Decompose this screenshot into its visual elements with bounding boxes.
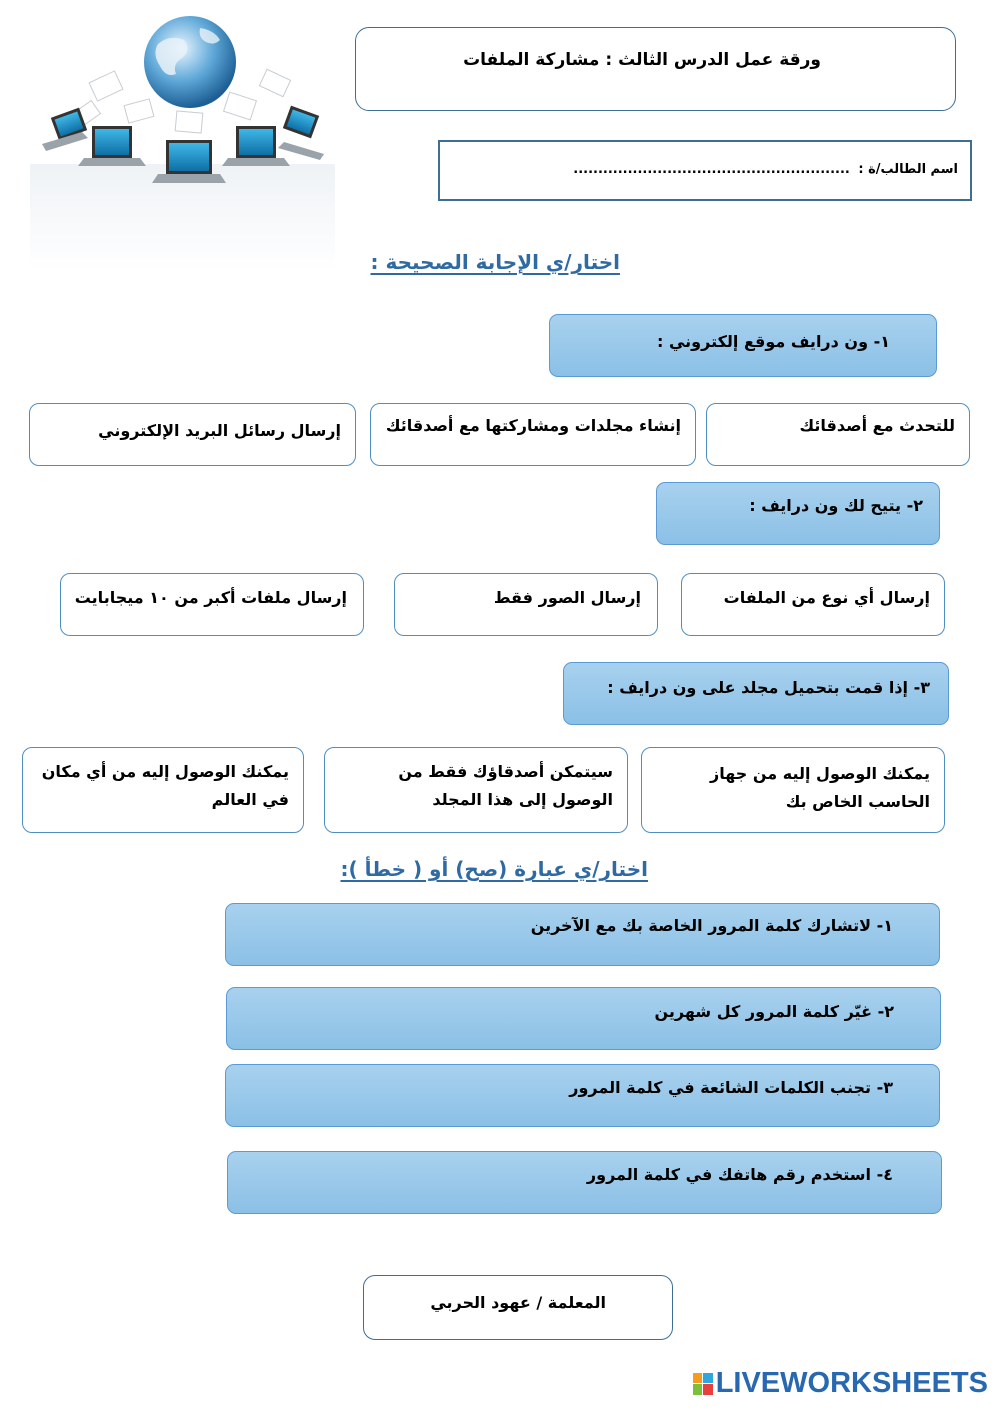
statement-3[interactable] <box>225 1064 940 1127</box>
student-name-label-text: اسم الطالب/ة : <box>858 162 958 177</box>
question-1-prompt: ١- ون درايف موقع إلكتروني : <box>657 332 890 351</box>
q1-option-1-text: للتحدث مع أصدقائك <box>799 416 955 435</box>
question-3-box <box>563 662 949 725</box>
section2-heading: اختار/ي عبارة (صح) أو ( خطأ ): <box>340 857 648 881</box>
q1-option-2-text: إنشاء مجلدات ومشاركتها مع أصدقائك <box>385 416 681 435</box>
brand-wordmark: LIVEWORKSHEETS <box>715 1367 988 1399</box>
teacher-name: المعلمة / عهود الحربي <box>430 1293 606 1312</box>
question-3-prompt: ٣- إذا قمت بتحميل مجلد على ون درايف : <box>607 678 930 697</box>
q2-option-3[interactable] <box>60 573 364 636</box>
student-name-label <box>573 156 958 184</box>
q2-option-1[interactable] <box>681 573 945 636</box>
q1-option-1[interactable] <box>706 403 970 466</box>
q2-option-2-text: إرسال الصور فقط <box>493 588 641 607</box>
q1-option-3-text: إرسال رسائل البريد الإلكتروني <box>98 421 341 440</box>
section1-heading: اختار/ي الإجابة الصحيحة : <box>370 250 620 274</box>
teacher-box <box>363 1275 673 1340</box>
liveworksheets-logo <box>693 1367 988 1400</box>
q3-option-2[interactable] <box>324 747 628 833</box>
worksheet-title: ورقة عمل الدرس الثالث : مشاركة الملفات <box>463 50 821 70</box>
statement-2-text: ٢- غيّر كلمة المرور كل شهرين <box>654 1002 894 1021</box>
student-name-box <box>438 140 972 201</box>
liveworksheets-mark-icon <box>693 1373 713 1395</box>
q3-option-2-text: سيتمكن أصدقاؤك فقط من الوصول إلى هذا المجلد <box>398 762 613 809</box>
question-1-box <box>549 314 937 377</box>
q1-option-3[interactable] <box>29 403 356 466</box>
network-illustration <box>30 14 335 272</box>
q3-option-3-text: يمكنك الوصول إليه من أي مكان في العالم <box>41 762 289 809</box>
q2-option-3-text: إرسال ملفات أكبر من ١٠ ميجابايت <box>74 588 347 607</box>
q2-option-2[interactable] <box>394 573 658 636</box>
q3-option-3[interactable] <box>22 747 304 833</box>
statement-4[interactable] <box>227 1151 942 1214</box>
q2-option-1-text: إرسال أي نوع من الملفات <box>723 588 930 607</box>
statement-2[interactable] <box>226 987 941 1050</box>
q3-option-1[interactable] <box>641 747 945 833</box>
statement-1[interactable] <box>225 903 940 966</box>
statement-4-text: ٤- استخدم رقم هاتفك في كلمة المرور <box>586 1165 893 1184</box>
q1-option-2[interactable] <box>370 403 696 466</box>
question-2-box <box>656 482 940 545</box>
student-name-field[interactable]: ........................................................ <box>573 162 850 177</box>
question-2-prompt: ٢- يتيح لك ون درايف : <box>749 496 923 515</box>
statement-1-text: ١- لاتشارك كلمة المرور الخاصة بك مع الآخرين <box>530 916 893 935</box>
statement-3-text: ٣- تجنب الكلمات الشائعة في كلمة المرور <box>569 1078 893 1097</box>
worksheet-title-box <box>355 27 956 111</box>
q3-option-1-text: يمكنك الوصول إليه من جهاز الحاسب الخاص بك <box>710 764 930 811</box>
